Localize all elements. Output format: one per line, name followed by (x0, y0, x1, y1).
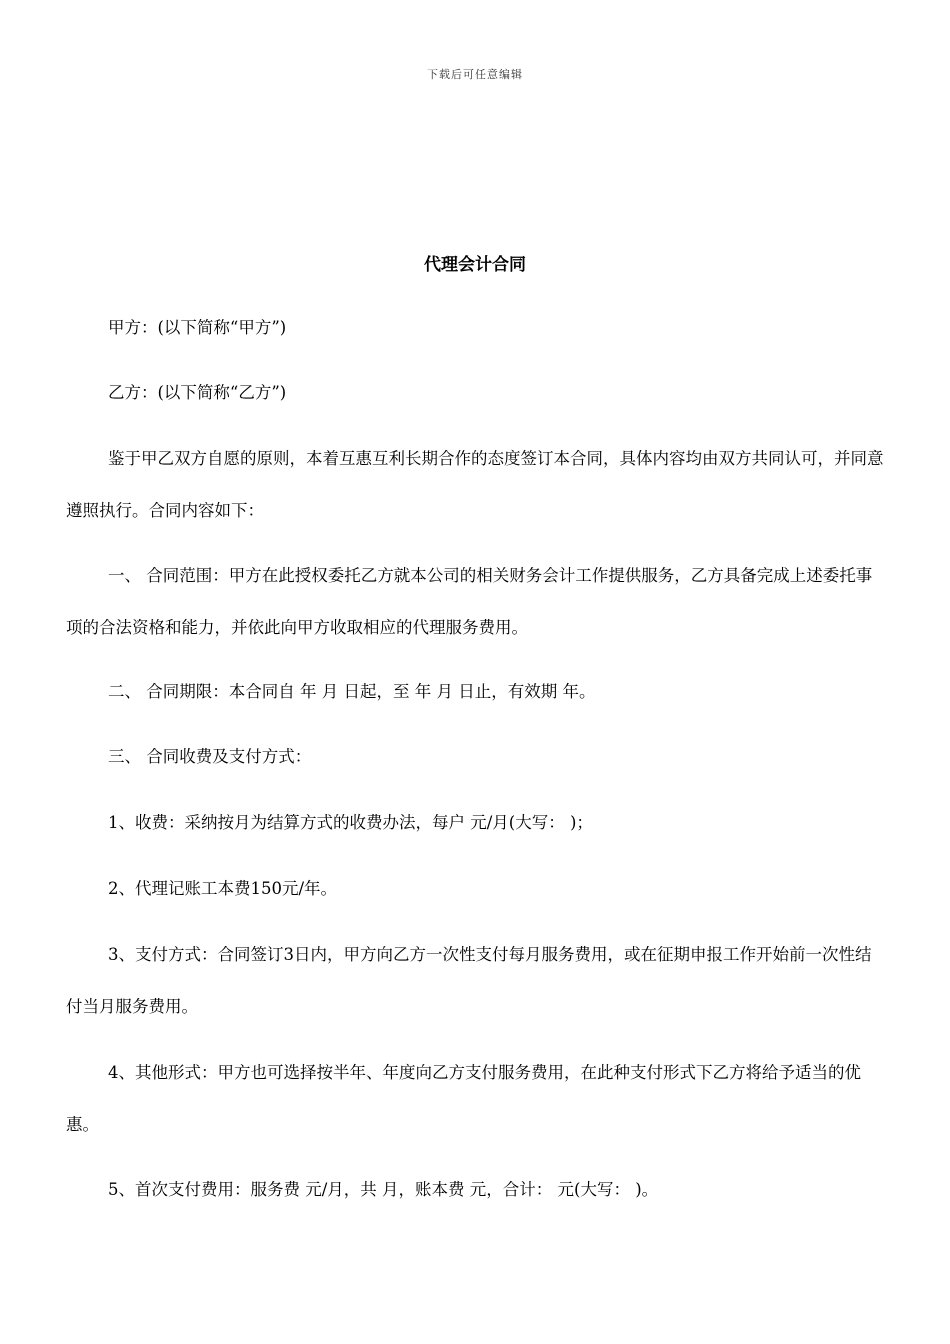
party-b-line: 乙方：(以下简称“乙方”) (108, 383, 287, 402)
fee-item-2: 2、代理记账工本费150元/年。 (108, 879, 338, 898)
document-title: 代理会计合同 (424, 255, 526, 275)
fee-item-5: 5、首次支付费用：服务费 元/月，共 月，账本费 元，合计： 元(大写： )。 (108, 1180, 659, 1199)
contract-scope-paragraph: 一、 合同范围：甲方在此授权委托乙方就本公司的相关财务会计工作提供服务，乙方具备完成上述委托事项的合法资格和能力，并依此向甲方收取相应的代理服务费用。 (66, 566, 873, 637)
fee-item-4: 4、其他形式：甲方也可选择按半年、年度向乙方支付服务费用，在此种支付形式下乙方将给予适当的优惠。 (66, 1063, 861, 1134)
party-a-line: 甲方：(以下简称“甲方”) (108, 318, 287, 337)
fee-item-3: 3、支付方式：合同签订3日内，甲方向乙方一次性支付每月服务费用，或在征期申报工作开始前一次性结付当月服务费用。 (66, 945, 872, 1016)
fee-item-1: 1、收费：采纳按月为结算方式的收费办法，每户 元/月(大写： )； (108, 813, 593, 832)
page-header-note: 下载后可任意编辑 (427, 68, 523, 81)
preamble-paragraph: 鉴于甲乙双方自愿的原则，本着互惠互利长期合作的态度签订本合同，具体内容均由双方共同认可，并同意遵照执行。合同内容如下： (66, 449, 884, 520)
fees-heading: 三、 合同收费及支付方式： (108, 747, 312, 766)
contract-term-paragraph: 二、 合同期限：本合同自 年 月 日起，至 年 月 日止，有效期 年。 (108, 682, 596, 701)
